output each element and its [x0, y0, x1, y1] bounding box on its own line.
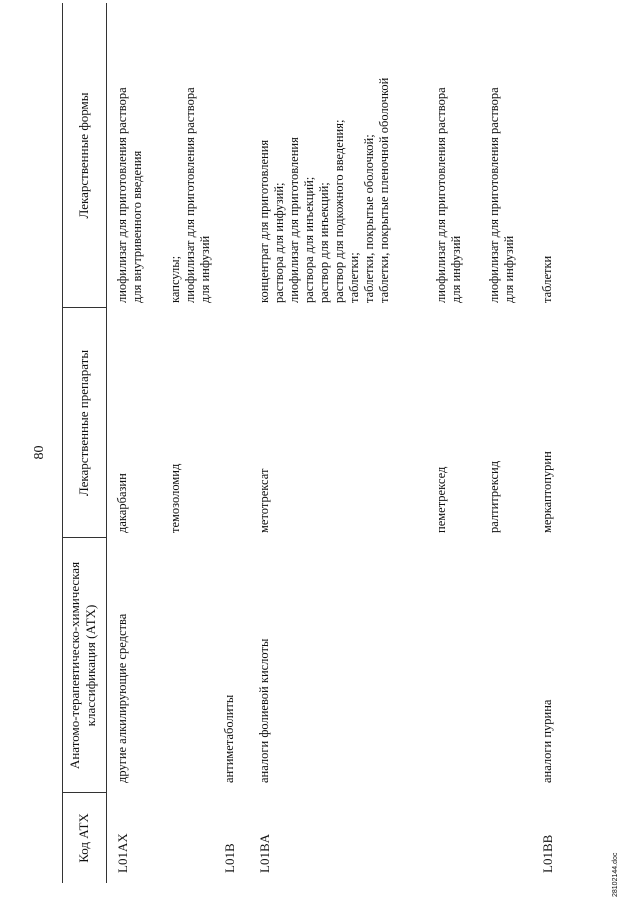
dosage-forms	[434, 87, 464, 303]
dosage-form-line: таблетки	[540, 255, 554, 303]
drug-name: темозоломид	[168, 463, 182, 533]
header-bottom-border	[106, 3, 107, 883]
drug-name: метотрексат	[257, 468, 271, 533]
page-number: 80	[32, 445, 47, 460]
atc-code: L01B	[222, 843, 237, 873]
dosage-form-line: капсулы;	[168, 255, 182, 303]
dosage-forms	[115, 87, 145, 303]
dosage-form-line: концентрат для приготовления	[257, 139, 271, 303]
dosage-form-line: для инфузий	[198, 235, 212, 303]
dosage-form-line: лиофилизат для приготовления раствора	[434, 87, 448, 303]
dosage-form-line: раствор для инъекций;	[317, 182, 331, 303]
classification: аналоги фолиевой кислоты	[257, 638, 271, 783]
header-forms: Лекарственные формы	[76, 92, 91, 219]
dosage-forms	[540, 256, 555, 303]
header-classification-line2: классификация (АТХ)	[83, 604, 98, 727]
header-classification	[67, 538, 99, 793]
classification: аналоги пурина	[540, 699, 554, 783]
dosage-form-line: лиофилизат для приготовления раствора	[487, 87, 501, 303]
dosage-form-line: таблетки, покрытые оболочкой;	[362, 134, 376, 303]
dosage-form-line: лиофилизат для приготовления раствора	[183, 87, 197, 303]
document-id: 28102144.doc	[612, 852, 619, 897]
dosage-form-line: раствора для инъекций;	[302, 176, 316, 303]
dosage-form-line: лиофилизат для приготовления раствора	[115, 87, 129, 303]
dosage-form-line: раствора для инфузий;	[272, 182, 286, 303]
dosage-forms	[168, 87, 213, 303]
classification: антиметаболиты	[222, 694, 236, 783]
drug-name: ралтитрексид	[487, 460, 501, 533]
classification: другие алкилирующие средства	[115, 613, 129, 783]
dosage-form-line: для инфузий	[502, 235, 516, 303]
dosage-form-line: таблетки, покрытые пленочной оболочкой	[377, 77, 391, 303]
drug-table	[62, 3, 602, 883]
drug-name: дакарбазин	[115, 473, 129, 533]
dosage-form-line: для внутривенного введения	[130, 150, 144, 303]
dosage-forms	[487, 87, 517, 303]
dosage-form-line: для инфузий	[449, 235, 463, 303]
dosage-form-line: раствор для подкожного введения;	[332, 119, 346, 303]
atc-code: L01AX	[115, 833, 130, 873]
dosage-form-line: лиофилизат для приготовления	[287, 137, 301, 303]
table-top-border	[62, 3, 63, 883]
dosage-form-line: таблетки;	[347, 252, 361, 303]
atc-code: L01BA	[257, 834, 272, 873]
atc-code: L01BB	[540, 834, 555, 873]
dosage-forms	[257, 78, 392, 303]
drug-name: пеметрексед	[434, 466, 448, 533]
header-code: Код АТХ	[76, 813, 91, 863]
drug-name: меркаптопурин	[540, 451, 554, 533]
header-classification-line1: Анатомо-терапевтическо-химическая	[67, 561, 82, 770]
header-drugs: Лекарственные препараты	[76, 349, 91, 497]
